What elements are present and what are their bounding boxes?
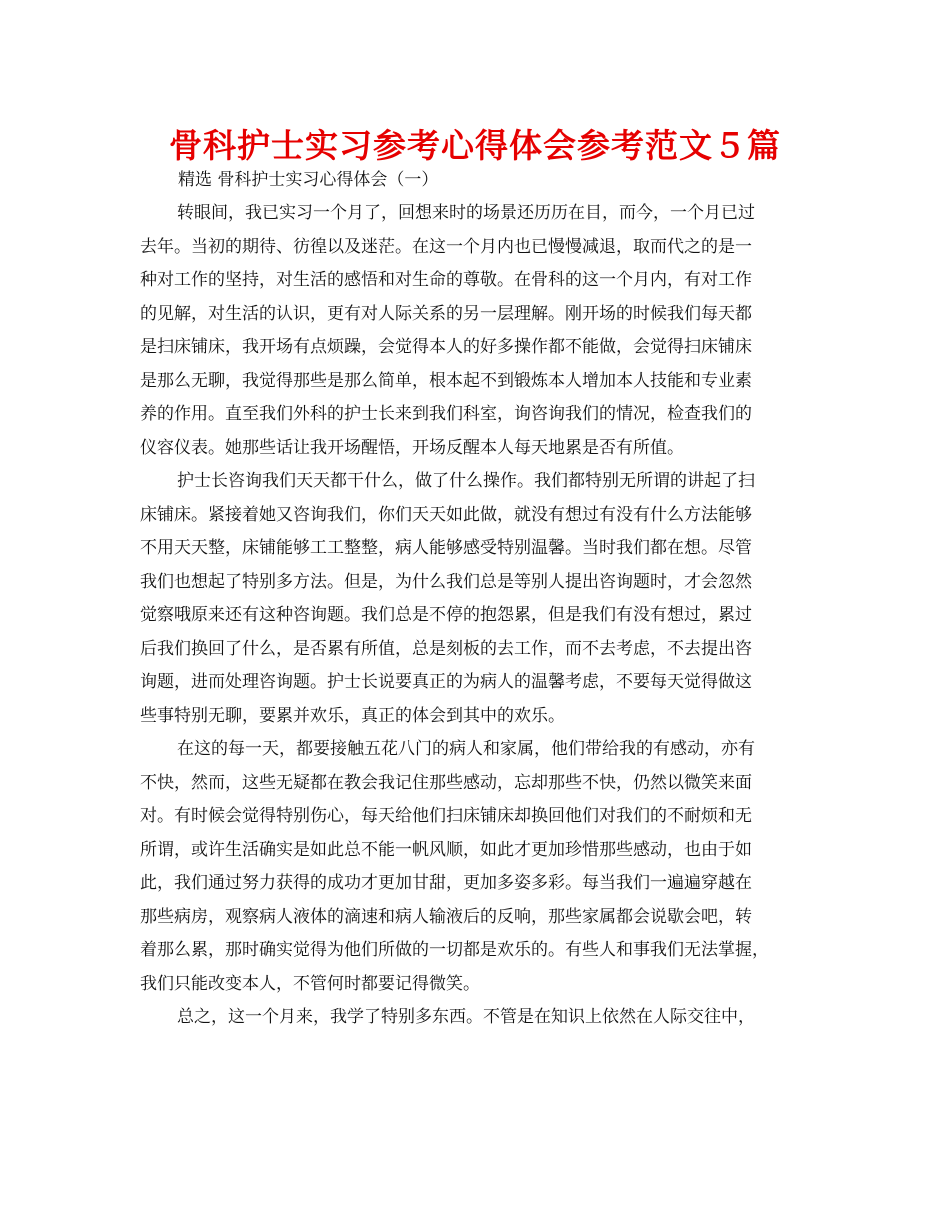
text-line: 所谓，或许生活确实是如此总不能一帆风顺，如此才更加珍惜那些感动，也由于如 bbox=[140, 839, 752, 860]
paragraph-3 bbox=[140, 733, 822, 1001]
text-line: 仪容仪表。她那些话让我开场醒悟，开场反醒本人每天地累是否有所值。 bbox=[140, 437, 684, 458]
document-subtitle: 精选 骨科护士实习心得体会（一） bbox=[178, 170, 439, 190]
text-line: 护士长咨询我们天天都干什么，做了什么操作。我们都特别无所谓的讲起了扫 bbox=[177, 471, 755, 491]
paragraph-2 bbox=[140, 465, 822, 733]
text-line: 床铺床。紧接着她又咨询我们，你们天天如此做，就没有想过有没有什么方法能够 bbox=[140, 504, 752, 525]
document-body bbox=[140, 197, 822, 1035]
paragraph-4 bbox=[140, 1001, 822, 1035]
text-line: 询题，进而处理咨询题。护士长说要真正的为病人的温馨考虑，不要每天觉得做这 bbox=[140, 672, 752, 692]
text-line: 后我们换回了什么，是否累有所值，总是刻板的去工作，而不去考虑，不去提出咨 bbox=[140, 638, 752, 659]
text-line: 觉察哦原来还有这种咨询题。我们总是不停的抱怨累，但是我们有没有想过，累过 bbox=[140, 605, 752, 625]
text-line: 此，我们通过努力获得的成功才更加甘甜，更加多姿多彩。每当我们一遍遍穿越在 bbox=[140, 873, 752, 893]
text-line: 在这的每一天，都要接触五花八门的病人和家属，他们带给我的有感动，亦有 bbox=[177, 739, 755, 759]
text-line: 种对工作的坚持，对生活的感悟和对生命的尊敬。在骨科的这一个月内，有对工作 bbox=[140, 270, 752, 290]
text-line: 我们只能改变本人，不管何时都要记得微笑。 bbox=[140, 973, 480, 994]
document-title: 骨科护士实习参考心得体会参考范文５篇 bbox=[169, 126, 781, 165]
text-line: 是扫床铺床，我开场有点烦躁，会觉得本人的好多操作都不能做，会觉得扫床铺床 bbox=[140, 337, 752, 357]
text-line: 些事特别无聊，要累并欢乐，真正的体会到其中的欢乐。 bbox=[140, 705, 565, 726]
text-line: 是那么无聊，我觉得那些是那么简单，根本起不到锻炼本人增加本人技能和专业素 bbox=[140, 370, 752, 391]
text-line: 我们也想起了特别多方法。但是，为什么我们总是等别人提出咨询题时，才会忽然 bbox=[140, 571, 752, 592]
text-line: 转眼间，我已实习一个月了，回想来时的场景还历历在目，而今，一个月已过 bbox=[177, 203, 755, 223]
text-line: 那些病房，观察病人液体的滴速和病人输液后的反响，那些家属都会说歇会吧，转 bbox=[140, 906, 752, 927]
text-line: 对。有时候会觉得特别伤心，每天给他们扫床铺床却换回他们对我们的不耐烦和无 bbox=[140, 806, 752, 826]
text-line: 不快，然而，这些无疑都在教会我记住那些感动，忘却那些不快，仍然以微笑来面 bbox=[140, 772, 752, 793]
text-line: 不用天天整，床铺能够工工整整，病人能够感受特别温馨。当时我们都在想。尽管 bbox=[140, 538, 752, 558]
text-line: 着那么累，那时确实觉得为他们所做的一切都是欢乐的。有些人和事我们无法掌握， bbox=[140, 940, 769, 960]
text-line: 总之，这一个月来，我学了特别多东西。不管是在知识上依然在人际交往中， bbox=[177, 1007, 755, 1027]
paragraph-1 bbox=[140, 197, 822, 465]
text-line: 养的作用。直至我们外科的护士长来到我们科室，询咨询我们的情况，检查我们的 bbox=[140, 404, 752, 424]
text-line: 的见解，对生活的认识，更有对人际关系的另一层理解。刚开场的时候我们每天都 bbox=[140, 303, 752, 324]
text-line: 去年。当初的期待、彷徨以及迷茫。在这一个月内也已慢慢减退，取而代之的是一 bbox=[140, 236, 752, 257]
